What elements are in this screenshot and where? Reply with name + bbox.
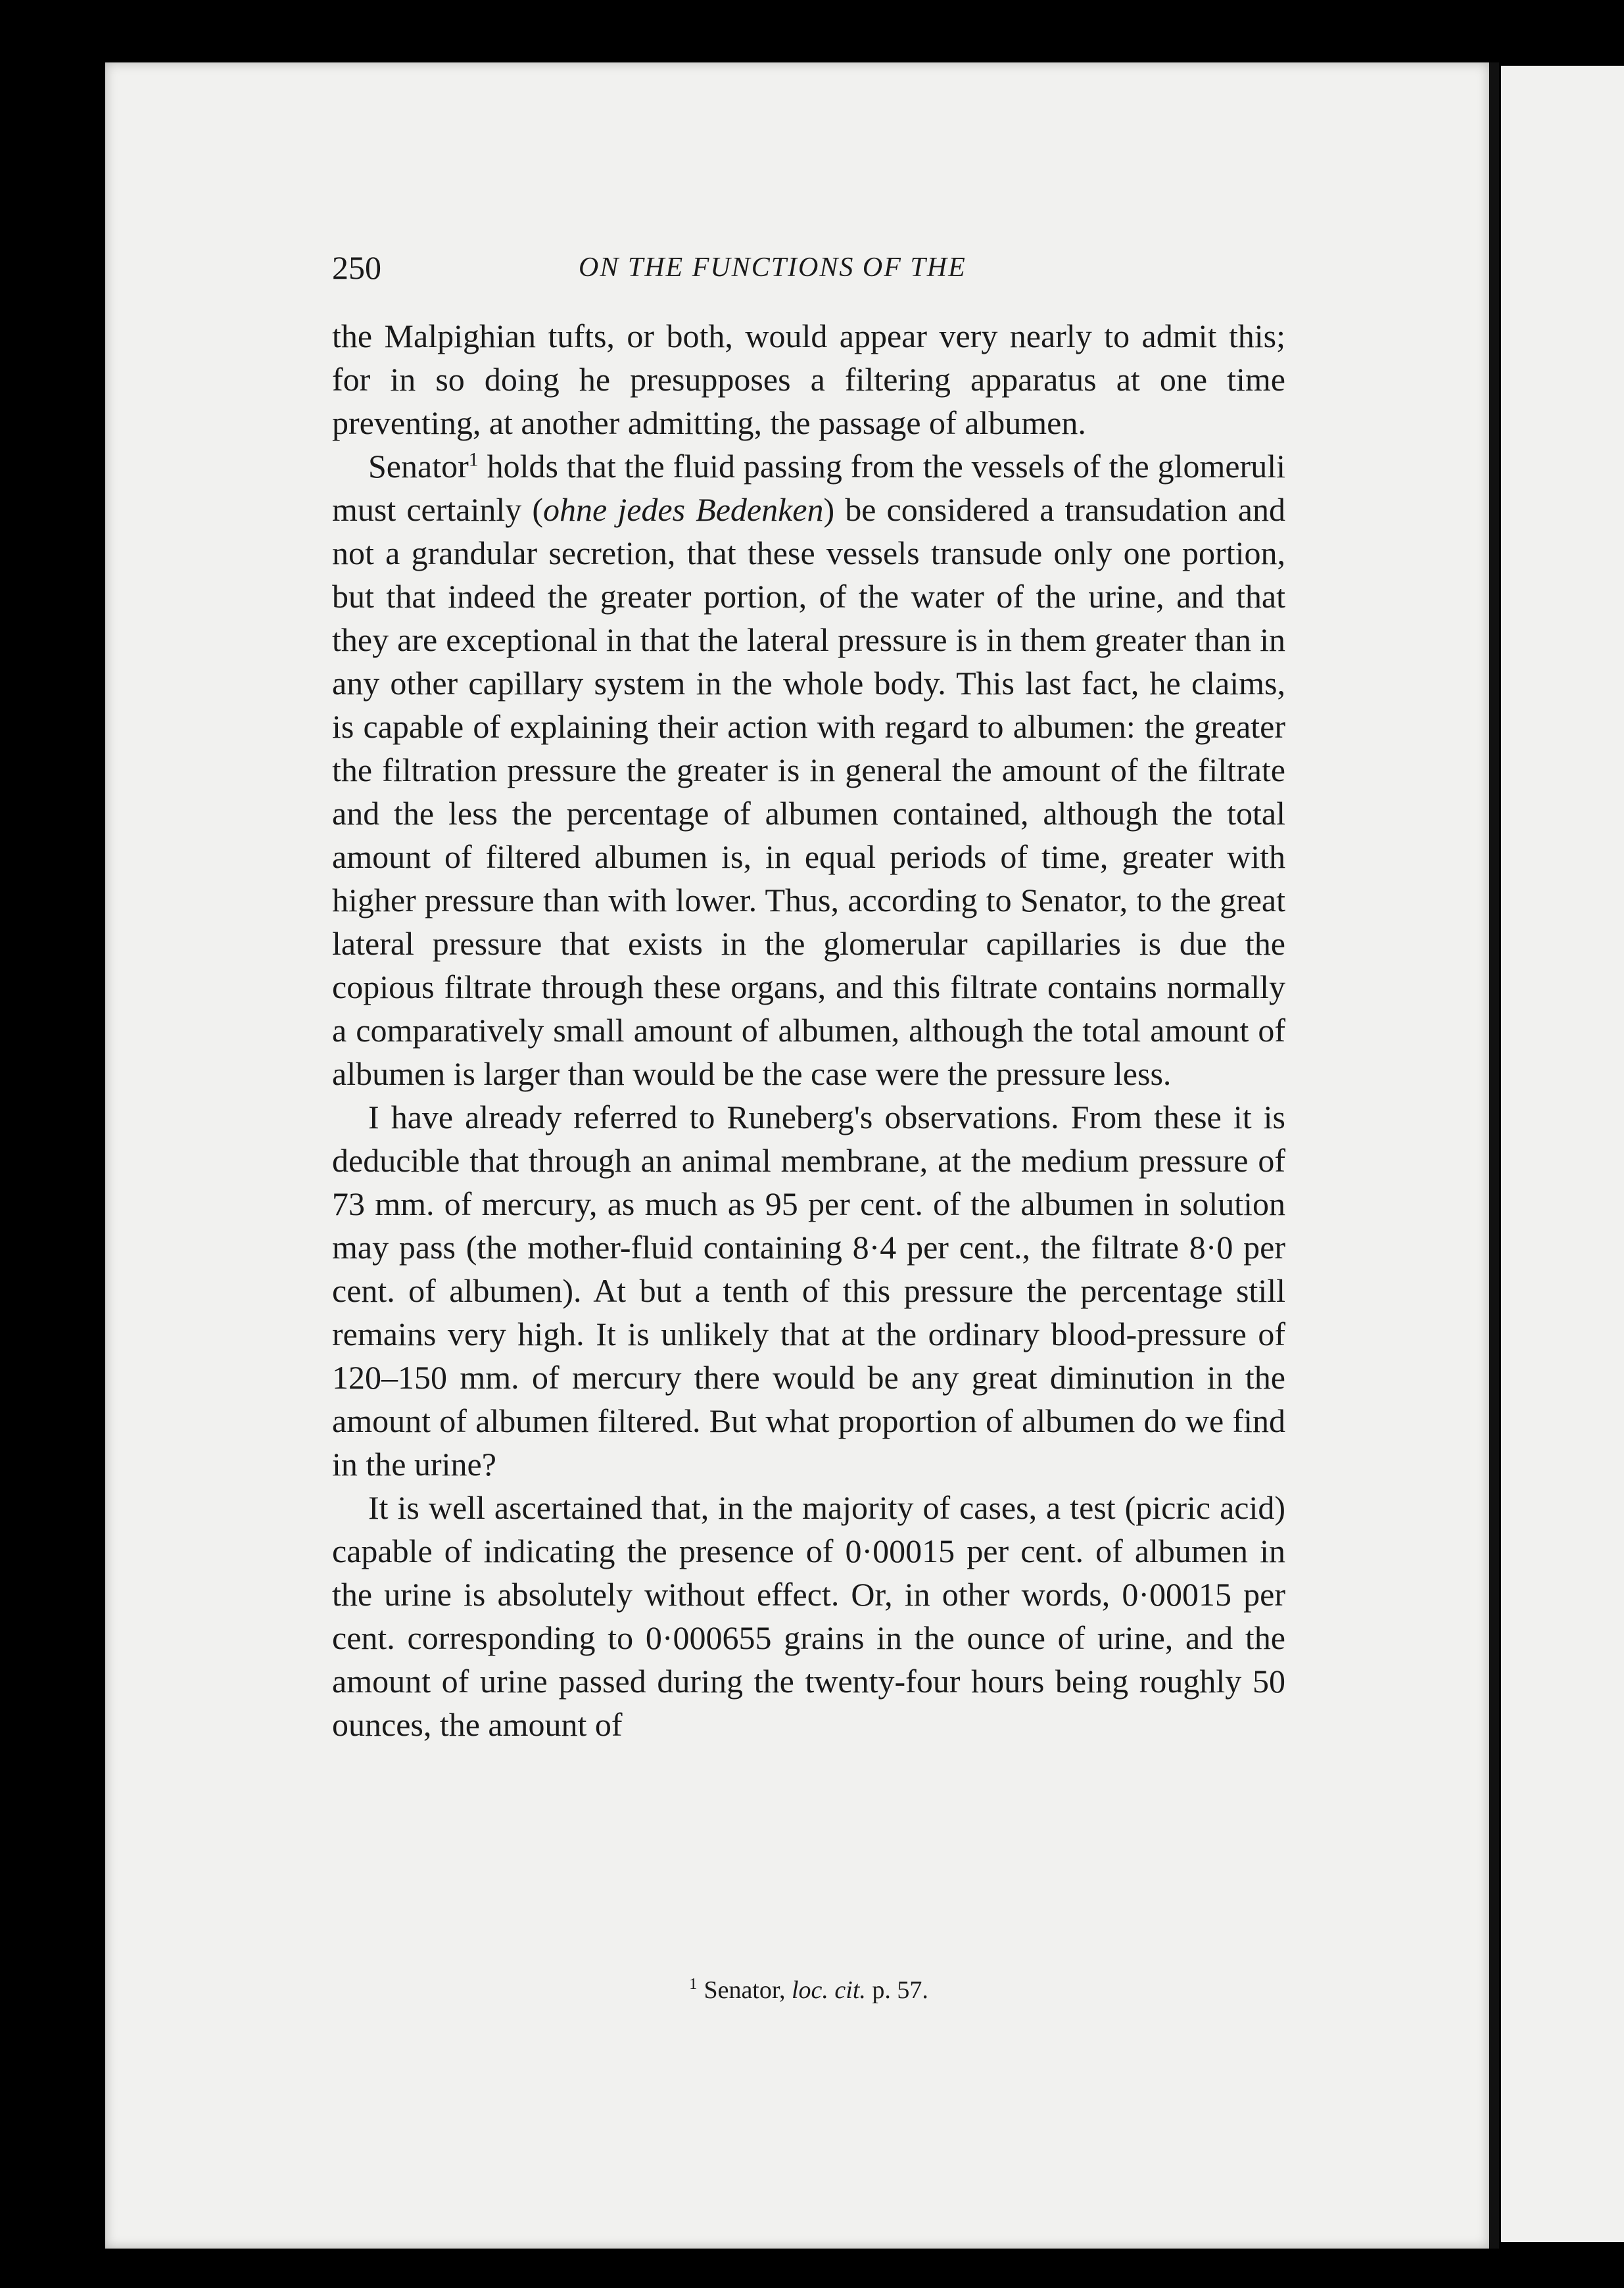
footnote-page: p. 57. <box>872 1976 928 2004</box>
author-name: Senator <box>368 448 469 485</box>
italic-phrase: ohne jedes Bedenken <box>543 491 824 528</box>
footnote-mark: 1 <box>689 1975 698 1993</box>
footnote <box>332 1974 1285 2007</box>
footnote-author: Senator, <box>704 1976 786 2004</box>
adjacent-page-edge <box>1501 66 1624 2242</box>
running-head-title: ON THE FUNCTIONS OF THE <box>579 252 967 283</box>
paragraph-1: the Malpighian tufts, or both, would appear very nearly to admit this; for in so doing he presupposes a filtering apparatus at one time preventing, at another admitting, the passage of albumen. <box>332 318 1285 441</box>
page-number: 250 <box>332 249 381 286</box>
footnote-reference: 1 <box>468 448 479 471</box>
footnote-italic: loc. cit. <box>792 1976 866 2004</box>
paragraph-2 <box>332 444 1285 1095</box>
paragraph-2-text-b: ) be considered a transudation and not a grandular secretion, that these vessels transude only one portion, but that indeed the greater portion, of the water of the urine, and that they are exceptional in that the lateral pressure is in them greater than in any other capillary system in the whole body. This last fact, he claims, is capable of explaining their action with regard to albumen: the greater the filtration pressure the greater is in general the amount of the filtrate and the less the percentage of albumen contained, although the total amount of filtered albumen is, in equal periods of time, greater with higher pressure than with lower. Thus, according to Senator, to the great lateral pressure that exists in the glomerular capillaries is due the copious filtrate through these organs, and this filtrate contains normally a comparatively small amount of albumen, although the total amount of albumen is larger than would be the case were the pressure less. <box>332 491 1285 1092</box>
paragraph-4: It is well ascertained that, in the majority of cases, a test (picric acid) capable of indicating the presence of 0·00015 per cent. of albumen in the urine is absolutely without effect. Or, in other words, 0·00015 per cent. corresponding to 0·000655 grains in the ounce of urine, and the amount of urine passed during the twenty-four hours being roughly 50 ounces, the amount of <box>332 1489 1285 1743</box>
page-gutter <box>1490 62 1499 2249</box>
running-head <box>332 245 1292 291</box>
paragraph-3: I have already referred to Runeberg's observations. From these it is deducible that through an animal membrane, at the medium pressure of 73 mm. of mercury, as much as 95 per cent. of the albumen in solution may pass (the mother-fluid containing 8·4 per cent., the filtrate 8·0 per cent. of albumen). At but a tenth of this pressure the percentage still remains very high. It is unlikely that at the ordinary blood-pressure of 120–150 mm. of mercury there would be any great diminution in the amount of albumen filtered. But what proportion of albumen do we find in the urine? <box>332 1099 1285 1483</box>
body-text <box>332 314 1285 1746</box>
paragraph-2-text-a: holds that the fluid passing from the vessels of the glomeruli must certainly ( <box>332 448 1285 528</box>
